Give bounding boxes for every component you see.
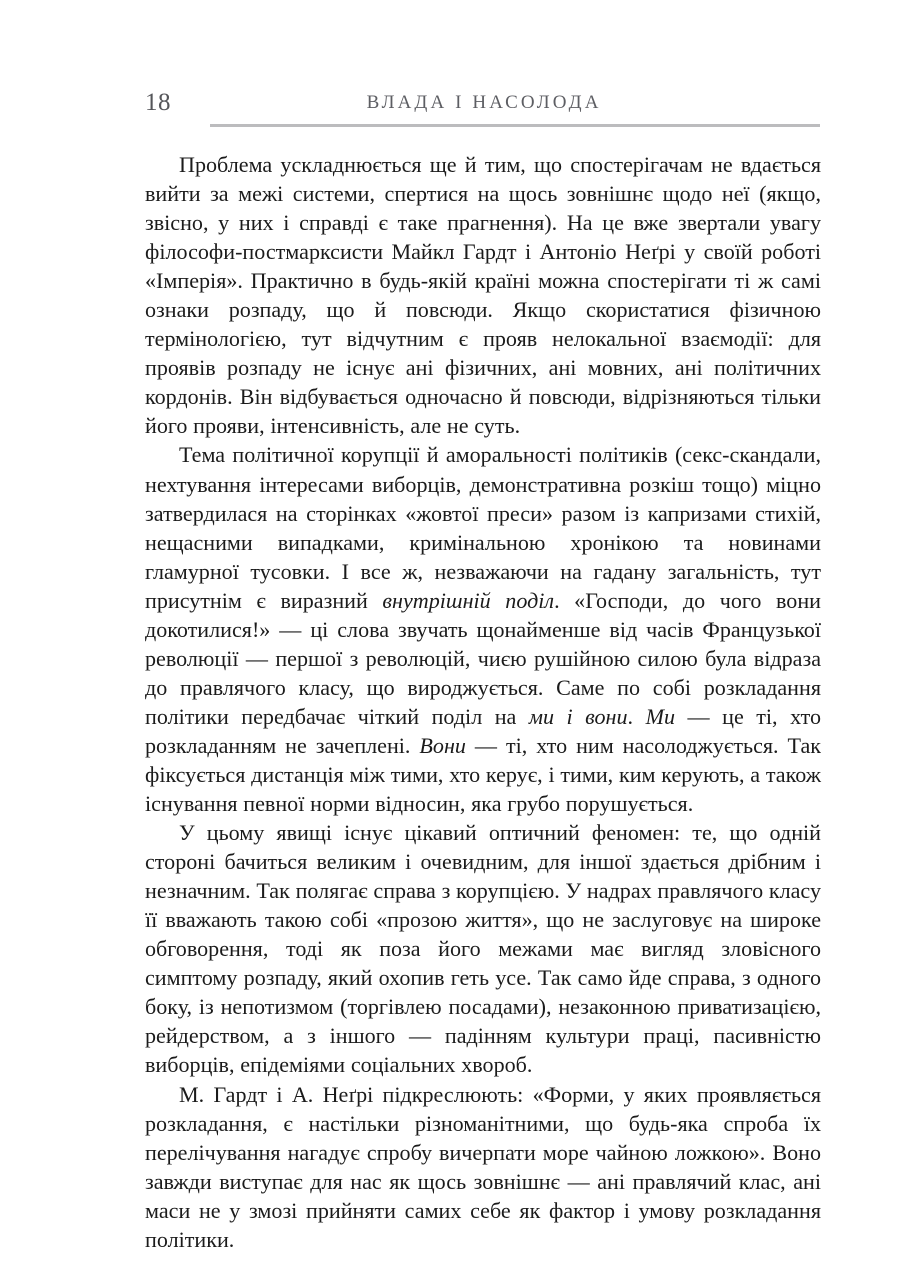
body-text: — це ті, хто розкладанням не зачеплені.	[145, 703, 821, 758]
emphasis-text: Ми	[645, 703, 676, 729]
body-text: У цьому явищі існує цікавий оптичний феномен: те, що одній стороні бачиться великим і очевидним, для іншої здається дрібним і незначним. Так полягає справа з корупцією. У надрах правлячого класу її вважають такою собі «прозою життя», що не заслуговує на широке обговорення, тоді як поза його межами має вигляд зловісного симптому розпаду, який охопив геть усе. Так само йде справа, з одного боку, із непотизмом (торгівлею посадами), незаконною приватизацією, рейдерством, а з іншого — падінням культури праці, пасивністю виборців, епідеміями соціальних хвороб.	[145, 820, 821, 1078]
paragraph	[145, 440, 821, 818]
body-text: . «Господи, до чого вони докотилися!» — ці слова звучать щонайменше від часів Французької революції — першої з революцій, чиєю рушійною силою була відраза до правлячого класу, що вироджується. Саме по собі розкладання політики передбачає чіткий поділ на	[145, 587, 821, 729]
body-text: М. Гардт і А. Неґрі підкреслюють: «Форми, у яких проявляється розкладання, є настільки різноманітними, що будь-яка спроба їх перелічування нагадує спробу вичерпати море чайною ложкою». Воно завжди виступає для нас як щось зовнішнє — ані правлячий клас, ані маси не у змозі прийняти самих себе як фактор і умову розкладання політики.	[145, 1081, 821, 1252]
emphasis-text: внутрішній поділ	[382, 587, 555, 613]
running-title: ВЛАДА І НАСОЛОДА	[366, 92, 602, 113]
body-text-block	[145, 150, 821, 1254]
emphasis-text: Вони	[419, 732, 466, 758]
header-divider-rule	[210, 124, 820, 127]
paragraph	[145, 1080, 821, 1254]
body-text: Тема політичної корупції й аморальності політиків (секс-скандали, нехтування інтересами виборців, демонстративна розкіш тощо) міцно затвердилася на сторінках «жовтої преси» разом із капризами стихій, нещасними випадками, кримінальною хронікою та новинами гламурної тусовки. І все ж, незважаючи на гадану загальність, тут присутнім є виразний	[145, 442, 821, 613]
page-number: 18	[145, 89, 171, 116]
paragraph	[145, 818, 821, 1079]
emphasis-text: ми і вони	[528, 703, 628, 729]
body-text: .	[627, 703, 646, 729]
paragraph	[145, 150, 821, 440]
page-header	[145, 88, 820, 136]
body-text: Проблема ускладнюється ще й тим, що спостерігачам не вдається вийти за межі системи, спертися на щось зовнішнє щодо неї (якщо, звісно, у них і справді є таке прагнення). На це вже звертали увагу філософи-постмарксисти Майкл Гардт і Антоніо Неґрі у своїй роботі «Імперія». Практично в будь-якій країні можна спостерігати ті ж самі ознаки розпаду, що й повсюди. Якщо скористатися фізичною термінологією, тут відчутним є прояв нелокальної взаємодії: для проявів розпаду не існує ані фізичних, ані мовних, ані політичних кордонів. Він відбувається одночасно й повсюди, відрізняються тільки його прояви, інтенсивність, але не суть.	[145, 152, 821, 439]
body-text: — ті, хто ним насолоджується. Так фіксується дистанція між тими, хто керує, і тими, ким керують, а також існування певної норми відносин, яка грубо порушується.	[145, 732, 821, 817]
